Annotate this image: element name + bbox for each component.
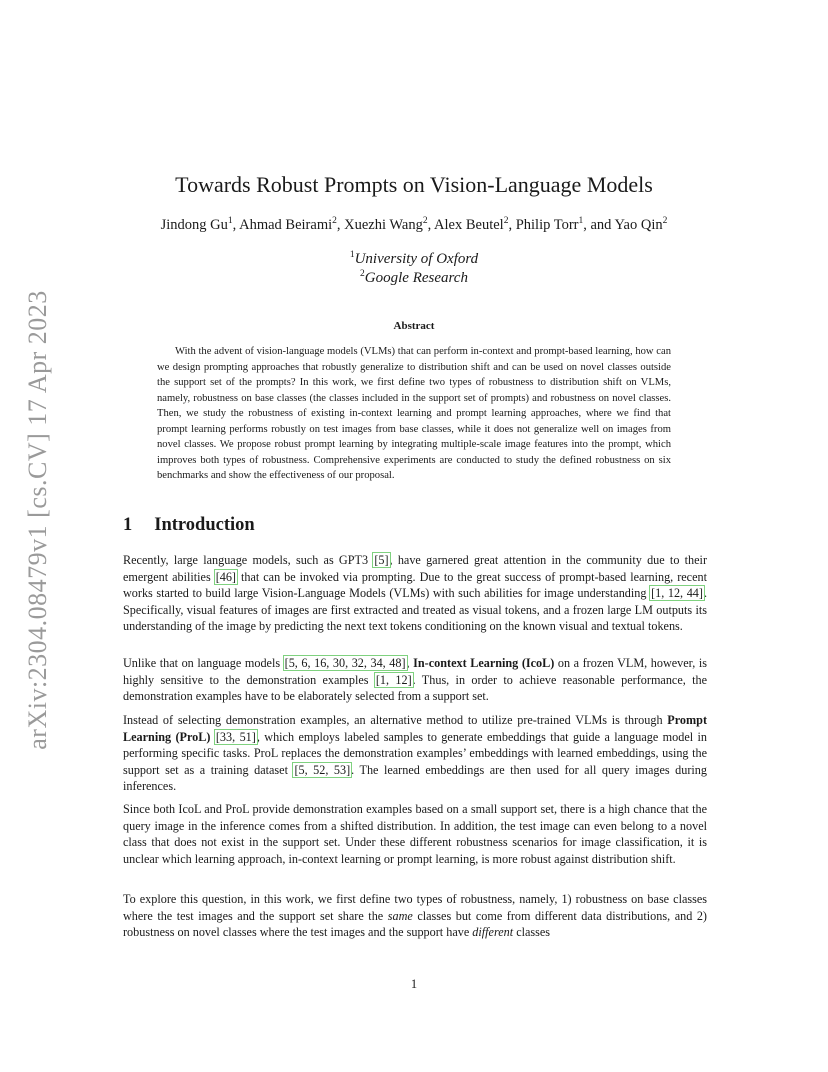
author-name: Yao Qin [614,216,663,233]
paragraph-text-run: on a frozen VLM, however, is highly sensitive to the demonstration examples [123,656,707,687]
paragraph-text-run: Instead of selecting demonstration examples, an alternative method to utilize pre-trained VLMs is through [123,713,668,727]
body-paragraph [123,712,707,795]
author-name: Ahmad Beirami [239,216,333,233]
body-paragraph [123,552,707,635]
body-paragraph [123,801,707,867]
affiliation-mark: 1 [349,250,355,260]
body-paragraph [123,891,707,941]
paragraph-text-run: . The learned embeddings are then used for all query images during inferences. [123,762,707,794]
bold-term: Prompt Learning (ProL) [123,713,707,744]
author-affiliation-mark: 2 [662,216,668,226]
paragraph-text-run: that can be invoked via prompting. Due to the great success of prompt-based learning, recent works started to build large Vision-Language Models (VLMs) with such abilities for image understanding [123,569,707,601]
body-paragraph [123,655,707,705]
author-affiliation-mark: 1 [578,216,584,226]
paragraph-text-run: Since both IcoL and ProL provide demonstration examples based on a small support set, there is a high chance that the query image in the inference comes from a shifted distribution. In addition, the test image can even belong to a novel class that does not exist in the support set. Under these different robustness scenarios for image classification, it is unclear which learning approach, in-context learning or prompt learning, is more robust against distribution shift. [123,802,707,866]
citation-link[interactable]: [46] [215,569,236,584]
paragraph-text-run: classes but come from different data distributions, and 2) robustness on novel classes where the test images and the support have [123,908,707,940]
affiliation-mark: 2 [360,269,365,279]
paragraph-text-run: . Specifically, visual features of images are first extracted and treated as visual tokens, and a frozen large LM outputs its understanding of the image by predicting the next text tokens conditioning on the known visual and textual tokens. [123,586,707,634]
arxiv-identifier-text: arXiv:2304.08479v1 [cs.CV] 17 Apr 2023 [23,290,53,750]
paragraph-text-run: To explore this question, in this work, we first define two types of robustness, namely, 1) robustness on base classes where the test images and the support set share the [123,892,707,923]
arxiv-identifier-stamp [18,290,58,750]
citation-link[interactable]: [33, 51] [215,729,256,744]
section-title: Introduction [154,515,255,535]
bold-term: In-context Learning (IcoL) [413,656,555,670]
paragraph-text-run: , have garnered great attention in the community due to their emergent abilities [123,553,707,584]
affiliation-name: University of Oxford [354,251,479,267]
citation-link[interactable]: [1, 12, 44] [651,586,703,601]
page-number: 1 [410,977,418,991]
paragraph-text-run: classes [513,925,551,940]
citation-link[interactable]: [5] [374,553,389,567]
author-name: Alex Beutel [434,216,504,233]
author-affiliation-mark: 2 [422,216,428,226]
emphasized-word: different [472,925,514,940]
paper-title: Towards Robust Prompts on Vision-Language Models [175,172,653,197]
author-affiliation-mark: 2 [503,216,509,226]
section-number: 1 [123,515,133,535]
paragraph-text-run: , [406,656,414,670]
author-name: Philip Torr [515,216,579,233]
affiliation-oxford [0,250,828,268]
author-affiliation-mark: 2 [332,216,337,226]
citation-link[interactable]: [5, 52, 53] [294,762,351,777]
emphasized-word: same [387,908,413,923]
author-name: Xuezhi Wang [344,216,423,233]
author-name: Jindong Gu [160,216,228,233]
abstract-heading: Abstract [393,320,435,332]
paragraph-text-run: . Thus, in order to achieve reasonable performance, the demonstration examples have to be elaborately selected from a support set. [123,672,708,704]
affiliation-google [0,269,828,287]
paragraph-text-run: Recently, large language models, such as GPT3 [123,553,374,567]
citation-link[interactable]: [5, 6, 16, 30, 32, 34, 48] [284,656,406,670]
section-heading [123,515,255,536]
paragraph-text-run: Unlike that on language models [123,656,284,670]
affiliation-name: Google Research [364,270,468,286]
author-affiliation-mark: 1 [227,216,233,226]
author-list: Jindong Gu$^1$, Ahmad Beirami$^2$, Xuezhi Wang$^2$, Alex Beutel$^2$, Philip Torr$^1$, and Yao Qin$^2$ [160,216,668,233]
abstract-text: With the advent of vision-language models (VLMs) that can perform in-context and prompt-based learning, how can we design prompting approaches that robustly generalize to distribution shift and can be used on novel classes outside the support set of the prompts? In this work, we first define two types of robustness to distribution shift on VLMs, namely, robustness on base classes (the classes included in the support set of prompts) and robustness on novel classes. Then, we study the robustness of existing in-context learning and prompt learning approaches, where we find that prompt learning performs robustly on test images from base classes, while it does not generalize well on images from novel classes. We propose robust prompt learning by integrating multiple-scale image features into the prompt, which improves both types of robustness. Comprehensive experiments are conducted to study the defined robustness on six benchmarks and show the effectiveness of our proposal. [157,346,671,481]
citation-link[interactable]: [1, 12] [375,672,412,687]
paragraph-text-run: , which employs labeled samples to generate embeddings that guide a language model in performing specific tasks. ProL replaces the demonstration examples’ embeddings with learned embeddings, using the support set as a training dataset [123,729,707,777]
